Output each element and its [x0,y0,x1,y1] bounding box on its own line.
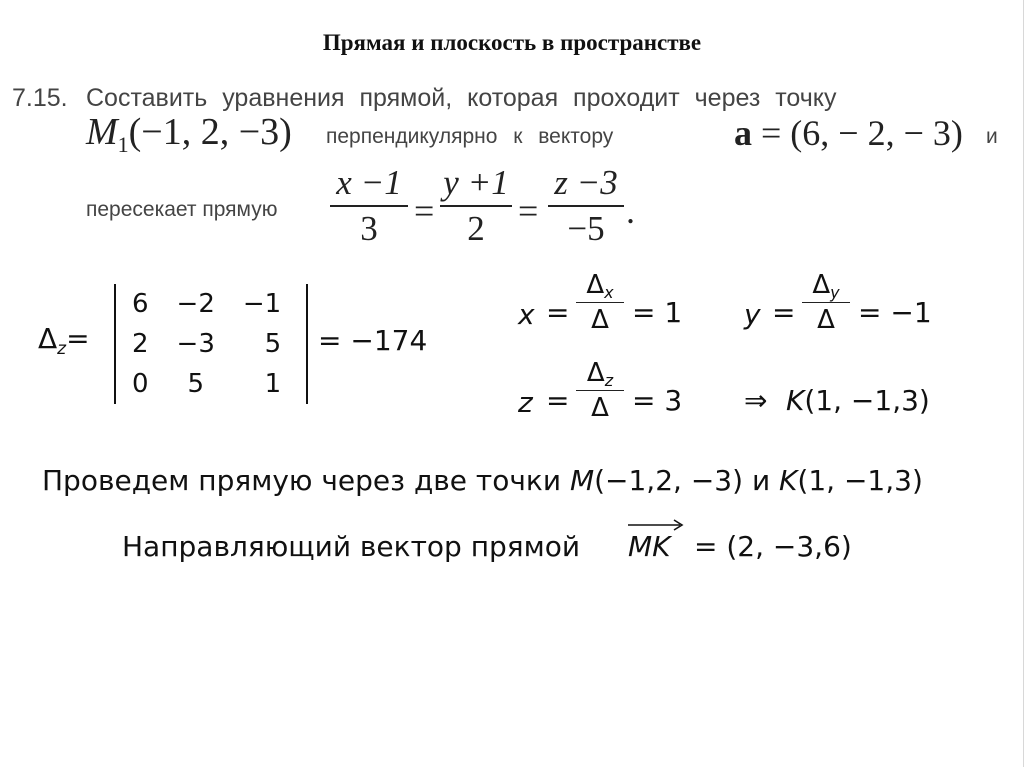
delta-x-sub: x [604,283,614,302]
z-var: z [518,386,533,419]
matrix-cell: −3 [176,329,215,359]
fraction-z-den: −5 [567,209,605,248]
fraction-z-num: z −3 [554,163,618,202]
problem-number: 7.15. [12,84,68,112]
equals-1: = [414,191,435,231]
fraction-y [440,163,512,249]
z-eq: = [546,384,570,417]
period: . [626,191,635,231]
matrix-row [118,364,295,404]
delta-z-den: Δ [591,393,609,423]
direction-text: Направляющий вектор прямой [122,530,581,563]
problem-line-1: Составить уравнения прямой, которая проходит через точку [86,84,837,112]
delta-symbol: Δ [38,322,58,355]
page-title: Прямая и плоскость в пространстве [322,30,702,55]
y-var: y [744,298,761,331]
determinant-matrix [114,284,295,404]
matrix-bar-left [114,284,116,404]
delta-z-label [38,322,90,359]
matrix-cell: 5 [187,369,204,399]
matrix-bar-right [306,284,308,404]
point-m-name: M [569,464,595,497]
vector-a [734,112,963,154]
equals-2: = [518,191,539,231]
conjunction-and: и [986,125,998,148]
delta-z-num: Δ [586,358,605,388]
matrix-cell: 1 [264,369,282,399]
fraction-x-den: 3 [360,209,378,248]
problem-line-3: пересекает прямую [86,198,278,221]
direction-value: = (2, −3,6) [694,530,852,563]
point-m-coords: (−1,2, −3) [594,464,744,497]
x-eq: = [546,296,570,329]
direction-vector-line [122,530,580,563]
fraction-z [548,163,624,249]
point-m1-sub: 1 [117,132,129,157]
vector-a-value: = (6, − 2, − 3) [761,113,963,153]
fraction-delta-y [802,270,850,335]
problem-line-2: перпендикулярно к вектору [326,125,614,148]
implies-arrow: ⇒ [744,384,768,417]
fraction-y-num: y +1 [443,163,509,202]
matrix-cell: −2 [176,289,215,319]
x-var: x [518,298,535,331]
vector-mk: MK [628,530,671,563]
delta-x-num: Δ [586,270,605,300]
point-m1-name: M [86,111,118,153]
z-value: = 3 [632,384,683,417]
y-value: = −1 [858,296,932,329]
delta-y-den: Δ [817,305,835,335]
matrix-cell: 0 [132,369,149,399]
conjunction-and-2: и [751,464,771,497]
matrix-row [118,324,295,364]
line-two-points [42,464,923,497]
point-k-name-2: K [779,464,798,497]
matrix-row [118,284,295,324]
determinant-result: = −174 [318,324,428,357]
delta-y-sub: y [830,283,840,302]
delta-z-sub: z [57,339,67,359]
point-m1-coords: (−1, 2, −3) [128,111,292,153]
fraction-x [330,163,408,249]
y-eq: = [772,296,796,329]
delta-z-num-sub: z [604,371,614,390]
matrix-cell: 2 [132,329,149,359]
matrix-table [118,284,295,404]
point-m1 [86,110,292,157]
line-two-points-text: Проведем прямую через две точки [42,464,562,497]
vector-a-name: a [734,113,752,153]
point-k-coords-2: (1, −1,3) [797,464,923,497]
delta-equals: = [66,322,90,355]
vector-arrow-icon [626,518,686,532]
x-value: = 1 [632,296,683,329]
point-k-coords: (1, −1,3) [804,384,930,417]
fraction-delta-z [576,358,624,423]
point-k-result [786,384,930,417]
matrix-cell: 5 [264,329,282,359]
fraction-delta-x [576,270,624,335]
fraction-y-den: 2 [467,209,485,248]
delta-y-num: Δ [812,270,831,300]
matrix-cell: 6 [132,289,149,319]
delta-x-den: Δ [591,305,609,335]
matrix-cell: −1 [242,289,282,319]
fraction-x-num: x −1 [336,163,402,202]
point-k-name: K [786,384,805,417]
